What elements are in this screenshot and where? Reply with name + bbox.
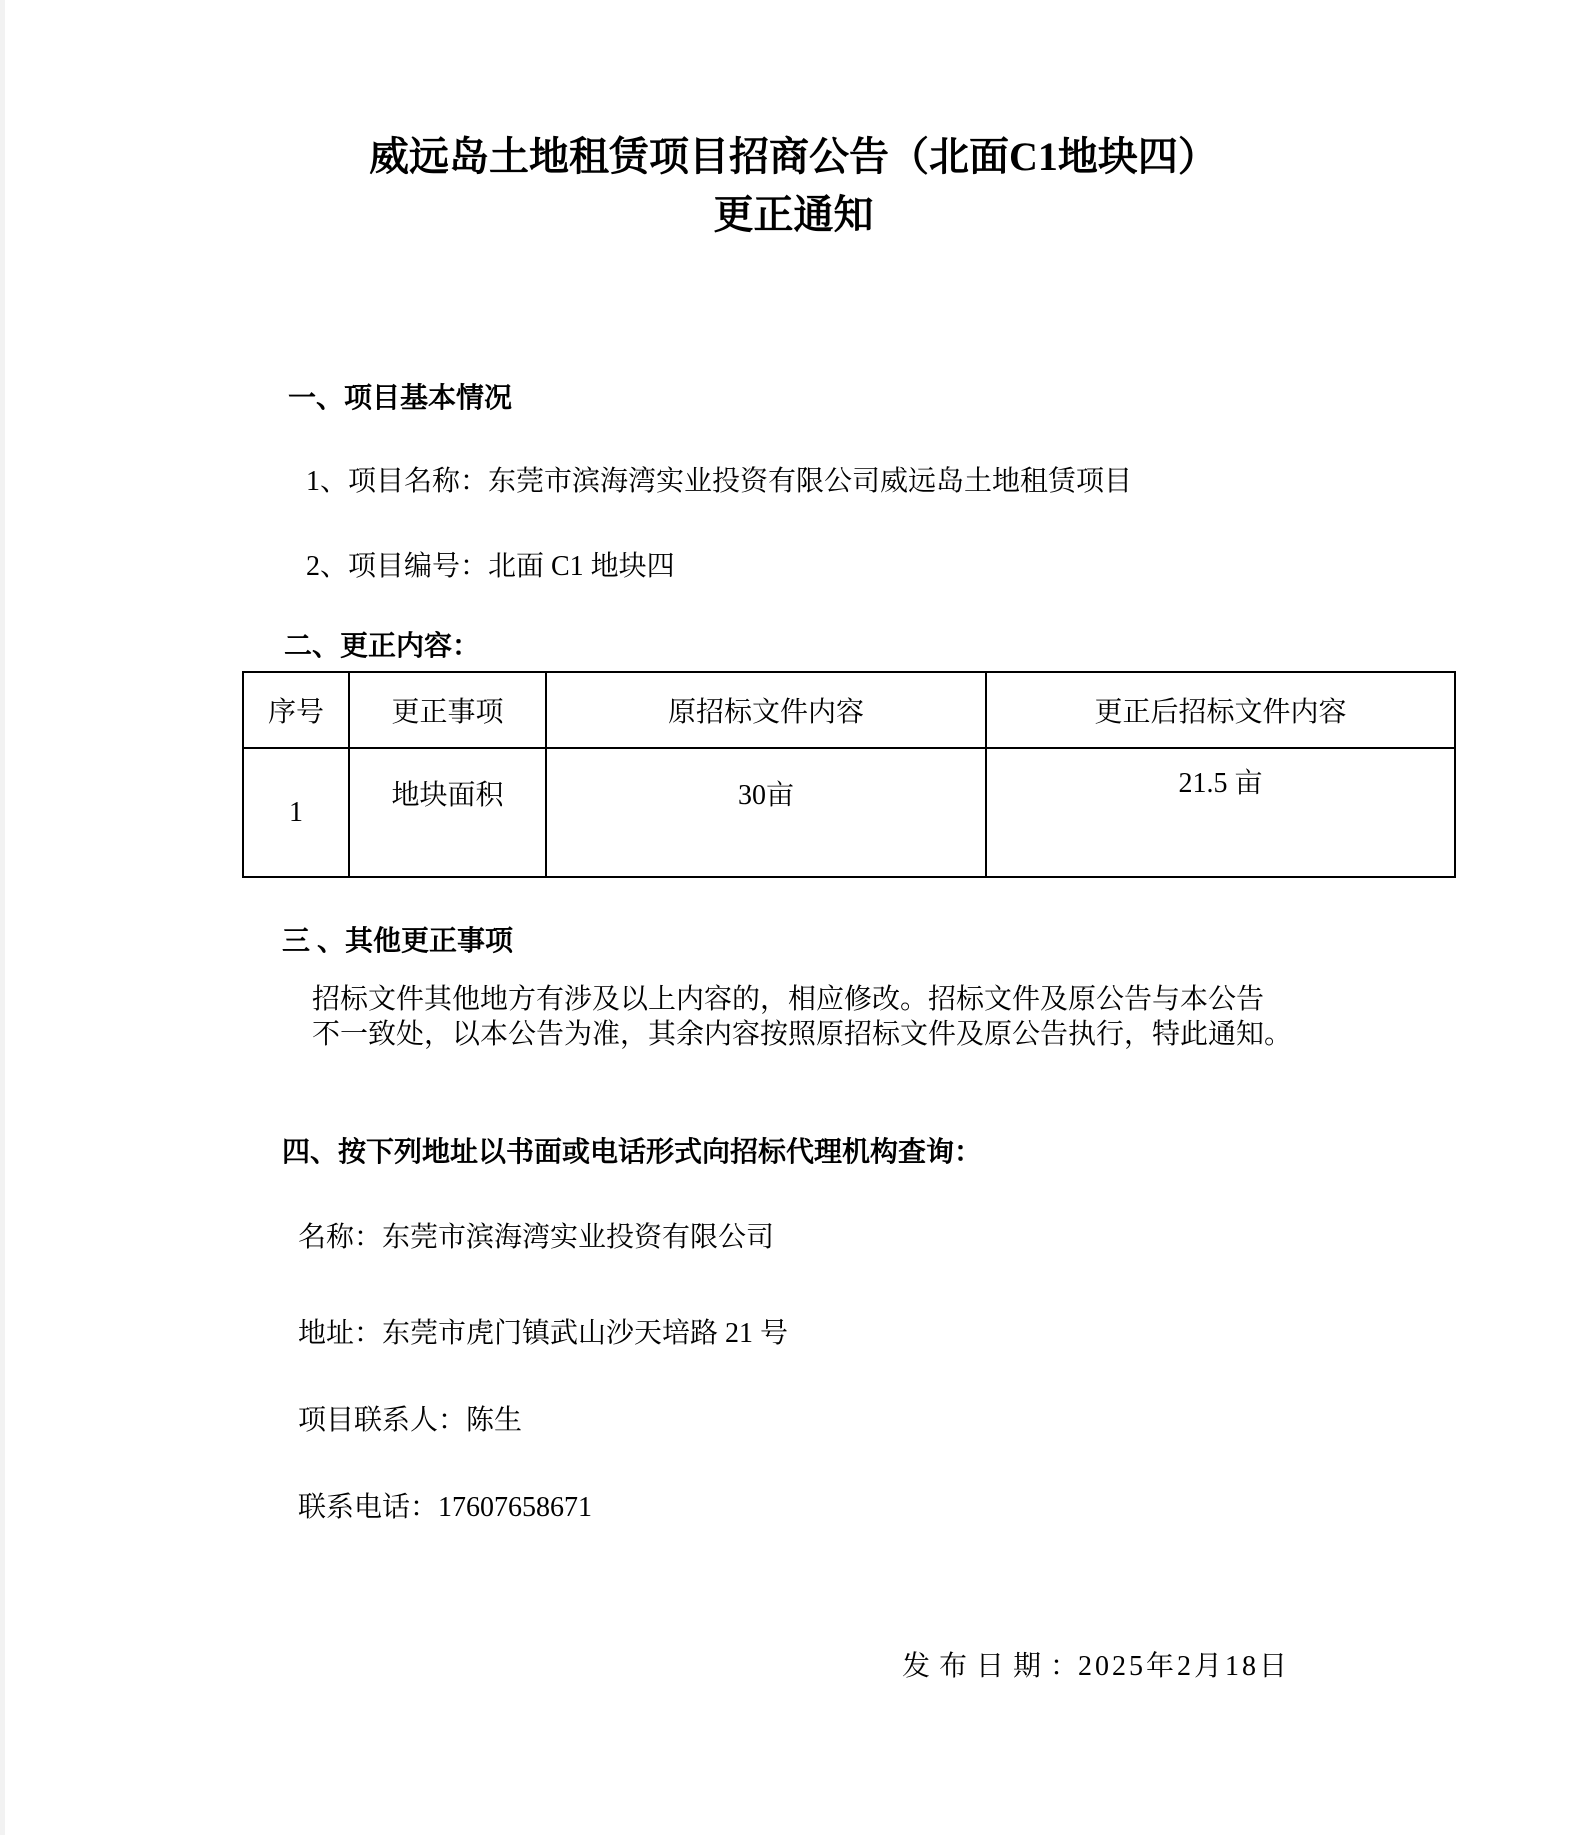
project-number-line: 2、项目编号：北面 C1 地块四 [306,551,675,582]
section-one-heading: 一、项目基本情况 [288,383,513,414]
publish-date-separator: ： [1050,1651,1079,1682]
project-name-line: 1、项目名称：东莞市滨海湾实业投资有限公司威远岛土地租赁项目 [306,466,1133,497]
contact-person-line: 项目联系人：陈生 [298,1405,523,1436]
correction-table-row [243,748,1455,877]
section-two-heading: 二、更正内容： [284,631,481,662]
section-four-heading: 四、按下列地址以书面或电话形式向招标代理机构查询： [282,1137,983,1168]
correction-table-header-row [243,672,1455,748]
document-title-line1: 威远岛土地租赁项目招商公告（北面C1地块四） [369,134,1218,179]
publish-date [902,1644,1587,1684]
paragraph-line-2: 不一致处，以本公告为准，其余内容按照原招标文件及原公告执行，特此通知。 [312,1019,1293,1050]
header-cell-item: 更正事项 [349,672,546,748]
page-edge [0,0,5,1835]
paragraph-line-1: 招标文件其他地方有涉及以上内容的，相应修改。招标文件及原公告与本公告 [312,984,1265,1015]
document-title [0,0,1587,244]
section-three-heading: 三 、其他更正事项 [282,926,514,957]
row-cell-seq: 1 [243,748,349,877]
contact-phone-line: 联系电话：17607658671 [298,1492,593,1523]
publish-date-label: 发布日期 [902,1651,1051,1682]
publish-date-value: 2025年2月18日 [1078,1651,1291,1682]
other-corrections-paragraph [312,982,1392,1052]
header-cell-seq: 序号 [243,672,349,748]
row-cell-corrected: 21.5 亩 [986,748,1455,877]
header-cell-original: 原招标文件内容 [546,672,986,748]
agency-address-line: 地址：东莞市虎门镇武山沙天培路 21 号 [298,1318,789,1349]
header-cell-corrected: 更正后招标文件内容 [986,672,1455,748]
document-title-line2: 更正通知 [713,192,874,237]
correction-table [242,671,1456,878]
row-cell-original: 30亩 [546,748,986,877]
row-cell-item: 地块面积 [349,748,546,877]
agency-name-line: 名称：东莞市滨海湾实业投资有限公司 [298,1222,775,1253]
